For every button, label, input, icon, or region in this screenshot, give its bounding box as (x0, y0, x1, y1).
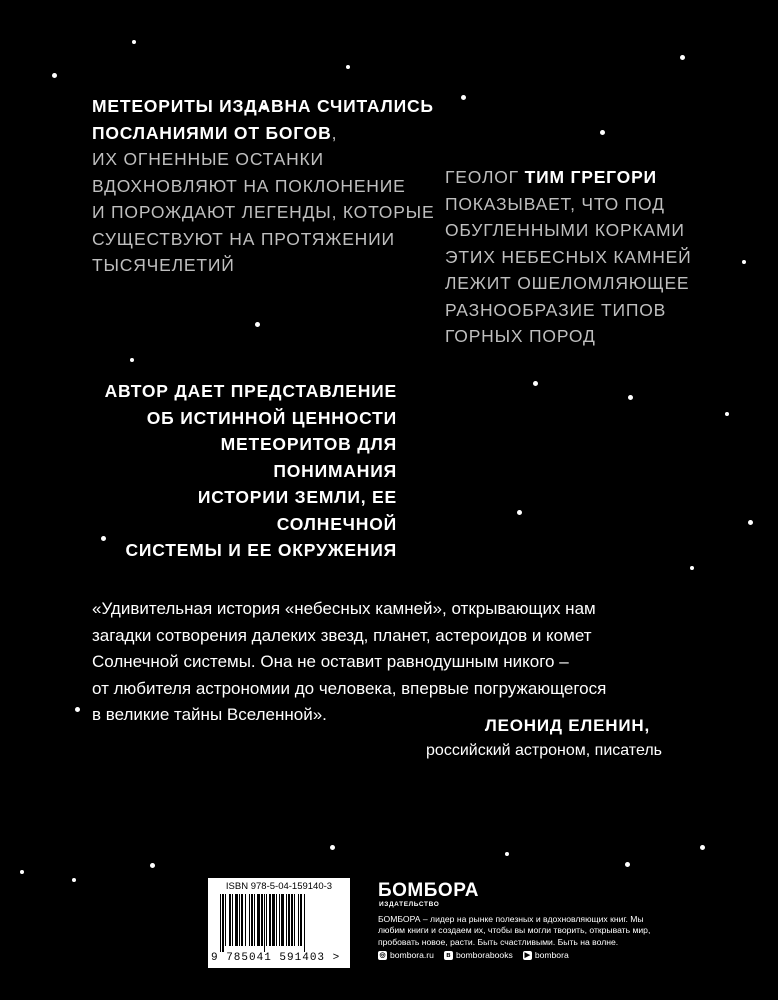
barcode-bar (220, 894, 221, 952)
star-dot (505, 852, 509, 856)
barcode-bar (291, 894, 293, 946)
barcode-bar (298, 894, 299, 946)
star-dot (330, 845, 335, 850)
star-dot (517, 510, 522, 515)
barcode-bar (300, 894, 302, 946)
barcode-bar (286, 894, 287, 946)
star-dot (132, 40, 136, 44)
youtube-telegram-icon: ▶ (524, 951, 530, 959)
barcode-bar (281, 894, 284, 946)
blurb-line: МЕТЕОРИТЫ ИЗДАВНА СЧИТАЛИСЬ (92, 96, 434, 116)
vk-icon: в (444, 951, 453, 960)
barcode-bar (257, 894, 260, 946)
star-dot (748, 520, 753, 525)
quote-line: от любителя астрономии до человека, впервые погружающегося (92, 678, 607, 698)
star-dot (255, 322, 260, 327)
isbn-barcode (208, 878, 350, 968)
social-link[interactable] (378, 950, 434, 960)
barcode-bar (232, 894, 233, 946)
blurb-line: МЕТЕОРИТОВ ДЛЯ ПОНИМАНИЯ (220, 434, 397, 481)
social-link[interactable] (523, 950, 569, 960)
star-dot (600, 130, 605, 135)
barcode-bar (222, 894, 224, 952)
barcode-bar (288, 894, 290, 946)
star-dot (130, 358, 134, 362)
barcode-bar (235, 894, 238, 946)
star-dot (72, 878, 76, 882)
publisher-description: БОМБОРА – лидер на рынке полезных и вдохновляющих книг. Мы любим книги и создаем их, чтобы вы могли творить, открывать мир, пробовать новое, расти. Быть счастливыми. Быть на волне. (378, 914, 651, 947)
quote-line: в великие тайны Вселенной». (92, 705, 327, 724)
social-link-label: bomborabooks (455, 950, 513, 960)
star-dot (75, 707, 80, 712)
blurb-line: РАЗНООБРАЗИЕ ТИПОВ (445, 299, 667, 320)
publisher-logo-subtitle: ИЗДАТЕЛЬСТВО (379, 901, 440, 908)
quote-line: загадки сотворения далеких звезд, планет, астероидов и комет (92, 625, 592, 645)
star-dot (680, 55, 685, 60)
blurb-line: ЛЕЖИТ ОШЕЛОМЛЯЮЩЕЕ (445, 273, 690, 293)
star-dot (690, 566, 694, 570)
star-dot (725, 412, 729, 416)
blurb-line: ОБУГЛЕННЫМИ КОРКАМИ (445, 220, 685, 240)
social-link-label: bombora (534, 950, 569, 960)
barcode-bar (276, 894, 277, 946)
barcode-bars (220, 894, 342, 952)
quote-author: ЛЕОНИД ЕЛЕНИН, (484, 716, 650, 735)
publisher-logo: БОМБОРА (378, 880, 479, 901)
barcode-bar (266, 894, 267, 946)
star-dot (742, 260, 746, 264)
barcode-bar (254, 894, 255, 946)
blurb-line: ЭТИХ НЕБЕСНЫХ КАМНЕЙ (445, 246, 692, 267)
blurb-block-1 (92, 93, 434, 279)
blurb-line: СУЩЕСТВУЮТ НА ПРОТЯЖЕНИИ (92, 228, 395, 249)
social-link-label: bombora.ru (390, 950, 434, 960)
instagram-icon: ◎ (379, 951, 386, 959)
quote-line: Солнечной системы. Она не оставит равнодушным никого – (92, 652, 569, 671)
barcode-bar (272, 894, 275, 946)
barcode-bar (294, 894, 295, 946)
author-name: ТИМ ГРЕГОРИ (524, 167, 657, 187)
barcode-bar (264, 894, 265, 952)
blurb-line: АВТОР ДАЕТ ПРЕДСТАВЛЕНИЕ (104, 381, 397, 401)
barcode-bar (251, 894, 253, 946)
barcode-bar (229, 894, 231, 946)
review-quote (92, 596, 692, 729)
barcode-bar (245, 894, 246, 946)
barcode-bar (269, 894, 271, 946)
quote-author-role: российский астроном, писатель (426, 742, 662, 759)
star-dot (533, 381, 538, 386)
blurb-block-2 (445, 164, 691, 350)
star-dot (461, 95, 466, 100)
blurb-line: ГЕОЛОГ ТИМ ГРЕГОРИ (445, 167, 657, 187)
blurb-line: ОБ ИСТИННОЙ ЦЕННОСТИ (146, 407, 397, 428)
quote-line: «Удивительная история «небесных камней», открывающих нам (92, 599, 596, 618)
blurb-line: ИХ ОГНЕННЫЕ ОСТАНКИ (92, 149, 324, 169)
star-dot (346, 65, 350, 69)
blurb-line: ВДОХНОВЛЯЮТ НА ПОКЛОНЕНИЕ (92, 175, 406, 196)
publisher-social-links (378, 950, 569, 960)
barcode-number: 9 785041 591403 > (211, 952, 341, 964)
blurb-line: ИСТОРИИ ЗЕМЛИ, ЕЕ СОЛНЕЧНОЙ (197, 487, 397, 534)
blurb-line: ГОРНЫХ ПОРОД (445, 326, 596, 346)
star-dot (20, 870, 24, 874)
blurb-line: СИСТЕМЫ И ЕЕ ОКРУЖЕНИЯ (125, 540, 397, 560)
star-dot (628, 395, 633, 400)
blurb-line: ТЫСЯЧЕЛЕТИЙ (92, 255, 235, 275)
star-dot (52, 73, 57, 78)
social-link[interactable] (444, 950, 513, 960)
star-dot (625, 862, 630, 867)
blurb-line: ПОСЛАНИЯМИ ОТ БОГОВ, (92, 122, 338, 143)
blurb-block-3 (100, 378, 397, 564)
barcode-bar (261, 894, 263, 946)
blurb-line: И ПОРОЖДАЮТ ЛЕГЕНДЫ, КОТОРЫЕ (92, 202, 435, 222)
blurb-line: ПОКАЗЫВАЕТ, ЧТО ПОД (445, 193, 665, 214)
barcode-bar (225, 894, 226, 946)
barcode-bar (304, 894, 305, 952)
barcode-bar (249, 894, 250, 946)
barcode-bar (241, 894, 243, 946)
isbn-label: ISBN 978-5-04-159140-3 (225, 881, 333, 892)
barcode-bar (239, 894, 240, 946)
star-dot (700, 845, 705, 850)
barcode-bar (279, 894, 280, 946)
star-dot (150, 863, 155, 868)
